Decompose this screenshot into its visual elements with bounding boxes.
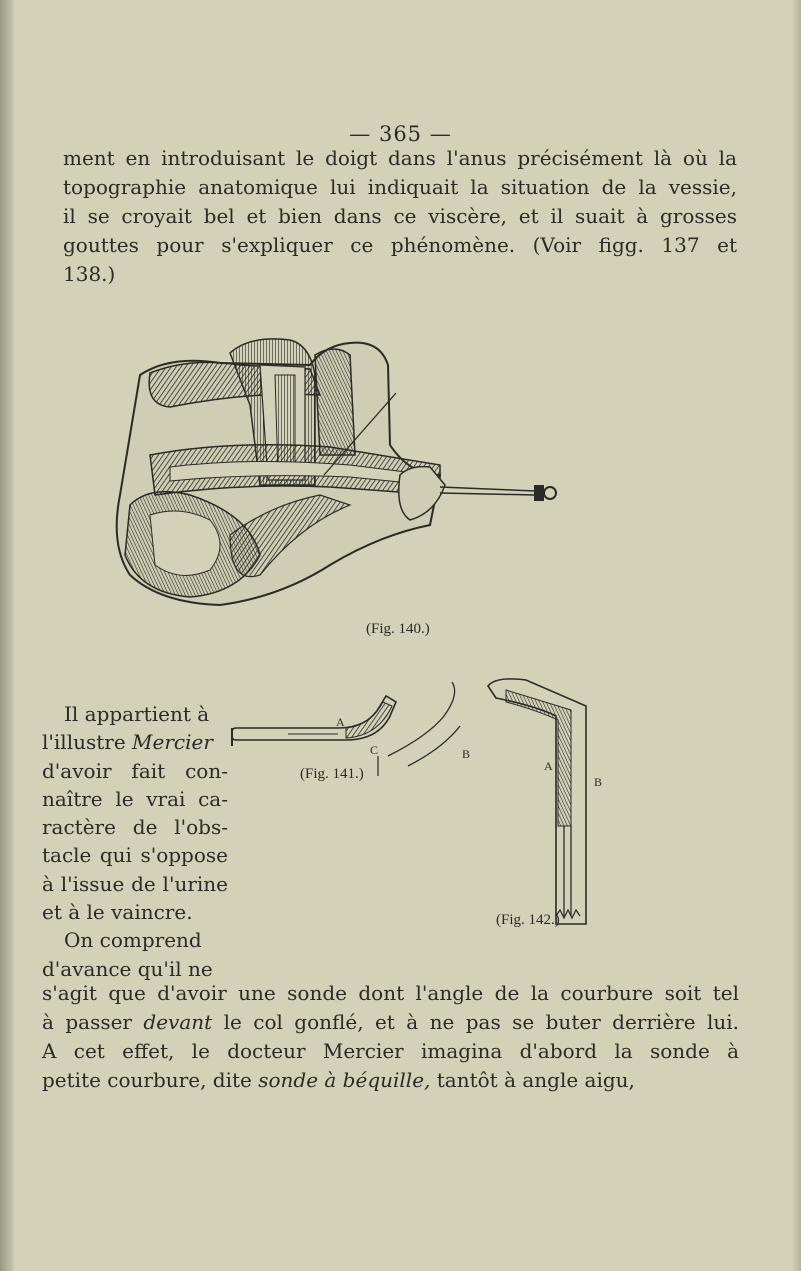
text-line: topographie anatomique lui indiquait la situation de la vessie, — [63, 175, 737, 199]
text-line: gouttes pour s'expliquer ce phénomène. (Voir figg. 137 et — [63, 233, 737, 257]
text-line — [42, 728, 228, 756]
text-span: à passer — [42, 1010, 144, 1034]
text-line: 138.) — [63, 262, 116, 286]
fig141-label-c: C — [370, 743, 379, 757]
text-line: s'agit que d'avoir une sonde dont l'angle de la courbure soit tel — [42, 981, 739, 1005]
text-line: il se croyait bel et bien dans ce viscère, et il suait à grosses — [63, 204, 737, 228]
text-line: On comprend — [64, 928, 202, 953]
fig142-label-a: A — [544, 759, 553, 773]
text-line: et à le vaincre. — [42, 900, 193, 925]
fig141-label-b: B — [462, 747, 471, 761]
text-span: l'illustre — [42, 730, 133, 755]
text-line — [42, 1008, 739, 1037]
text-line: d'avance qu'il ne — [42, 956, 213, 981]
text-span: petite courbure, dite — [42, 1068, 259, 1092]
paragraph-intro — [63, 144, 737, 289]
paragraph-continued — [42, 979, 739, 1095]
figure-140-caption: (Fig. 140.) — [366, 621, 430, 637]
narrow-column-text — [42, 700, 228, 983]
figure-142-angled-catheter-illustration — [476, 666, 610, 916]
text-line: A cet effet, le docteur Mercier imagina d'abord la sonde à — [42, 1039, 739, 1063]
text-line: d'avoir fait con- — [42, 758, 228, 783]
text-line: ractère de l'obs- — [42, 815, 228, 840]
figure-142-caption: (Fig. 142.) — [496, 912, 560, 928]
page-edge-shadow-right — [791, 0, 801, 1271]
emphasis-word: devant — [143, 1010, 213, 1034]
text-line: naître le vrai ca- — [42, 786, 228, 811]
fig142-label-b: B — [594, 775, 603, 789]
emphasis-name: Mercier — [132, 730, 213, 755]
text-span: le col gonflé, et à ne pas se buter derrière lui. — [212, 1010, 739, 1034]
text-line — [42, 1066, 739, 1095]
figure-140-anatomical-illustration — [110, 335, 580, 613]
fig141-label-a: A — [336, 715, 345, 729]
text-line: à l'issue de l'urine — [42, 871, 228, 896]
text-span: tantôt à angle aigu, — [430, 1068, 635, 1092]
text-line: tacle qui s'oppose — [42, 843, 228, 868]
figure-141-caption: (Fig. 141.) — [300, 766, 364, 782]
text-line: ment en introduisant le doigt dans l'anus précisément là où la — [63, 146, 737, 170]
text-line: Il appartient à — [64, 702, 210, 726]
emphasis-term: sonde à béquille, — [258, 1068, 431, 1092]
page-number: — 365 — — [349, 122, 452, 146]
page-edge-shadow-left — [0, 0, 14, 1271]
